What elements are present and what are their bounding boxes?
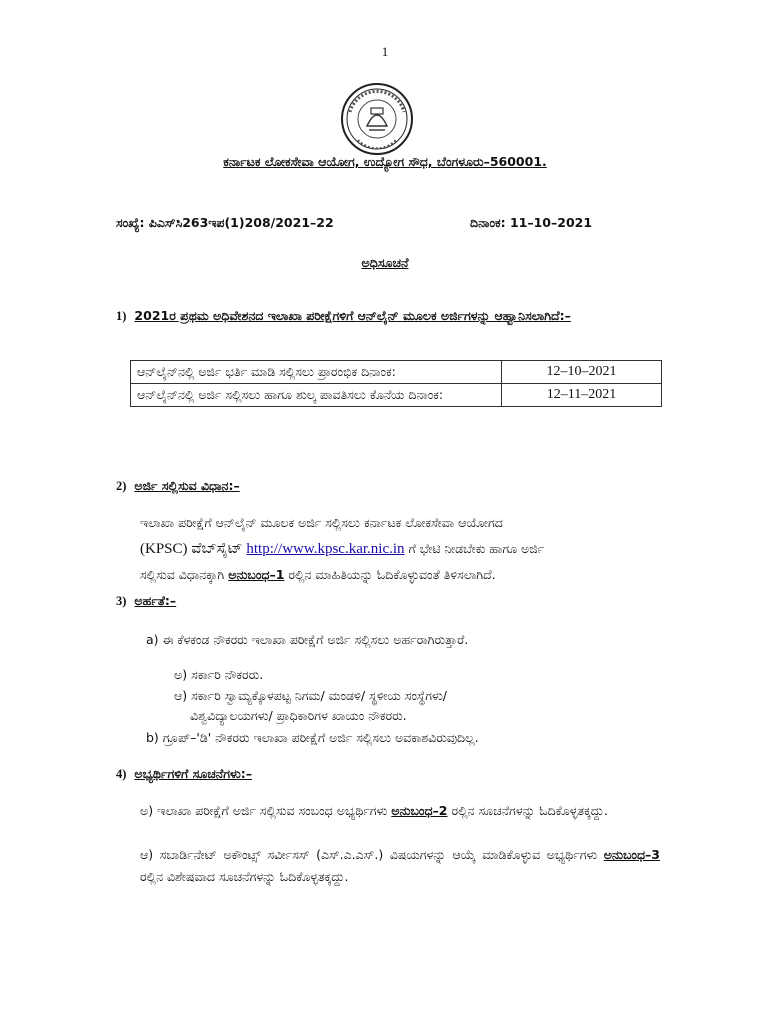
- eligibility-a2-cont: ವಿಶ್ವವಿದ್ಯಾಲಯಗಳು/ ಪ್ರಾಧಿಕಾರಿಗಳ ಖಾಯಂ ನೌಕರರು.: [190, 708, 407, 723]
- body-text: ರಲ್ಲಿನ ಮಾಹಿತಿಯನ್ನು ಓದಿಕೊಳ್ಳುವಂತೆ ತಿಳಿಸಲಾಗಿದೆ.: [288, 567, 496, 582]
- eligibility-a2: ಆ) ಸರ್ಕಾರಿ ಸ್ವಾಮ್ಯಕ್ಕೊಳಪಟ್ಟ ನಿಗಮ/ ಮಂಡಳಿ/ ಸ್ಥಳೀಯ ಸಂಸ್ಥೆಗಳು/: [174, 688, 448, 703]
- section-title: ಅರ್ಜಿ ಸಲ್ಲಿಸುವ ವಿಧಾನ:–: [134, 478, 240, 493]
- notification-date: ದಿನಾಂಕ: 11–10–2021: [470, 215, 593, 230]
- instruction-1: [140, 800, 660, 822]
- notification-heading: ಅಧಿಸೂಚನೆ: [361, 255, 409, 270]
- body-text: ಸಲ್ಲಿಸುವ ವಿಧಾನಕ್ಕಾಗಿ: [140, 567, 225, 582]
- dates-table: [130, 360, 662, 407]
- section-title: 2021ರ ಪ್ರಥಮ ಅಧಿವೇಶನದ ಇಲಾಖಾ ಪರೀಕ್ಷೆಗಳಿಗೆ ಆನ್‌ಲೈನ್ ಮೂಲಕ ಅರ್ಜಿಗಳನ್ನು ಆಹ್ವಾನಿಸಲಾಗಿದೆ:–: [134, 308, 571, 323]
- kpsc-website-link[interactable]: http://www.kpsc.kar.nic.in: [246, 541, 405, 557]
- table-row: [131, 384, 662, 407]
- body-text: ಅ) ಇಲಾಖಾ ಪರೀಕ್ಷೆಗೆ ಅರ್ಜಿ ಸಲ್ಲಿಸುವ ಸಂಬಂಧ ಅಭ್ಯರ್ಥಿಗಳು: [140, 803, 388, 818]
- annexure-reference: ಅನುಬಂಧ–3: [603, 847, 660, 862]
- date-value: 12–11–2021: [502, 384, 662, 407]
- table-row: [131, 361, 662, 384]
- body-text: ಗೆ ಭೇಟಿ ನೀಡಬೇಕು ಹಾಗೂ ಅರ್ಜಿ: [408, 541, 545, 556]
- office-address: ಕರ್ನಾಟಕ ಲೋಕಸೇವಾ ಆಯೋಗ, ಉದ್ಯೋಗ ಸೌಧ, ಬೆಂಗಳೂರು–560001.: [223, 154, 547, 169]
- section-3-heading: [116, 593, 176, 609]
- date-label: ಆನ್‌ಲೈನ್‌ನಲ್ಲಿ ಅರ್ಜಿ ಭರ್ತಿ ಮಾಡಿ ಸಲ್ಲಿಸಲು ಪ್ರಾರಂಭಿಕ ದಿನಾಂಕ:: [131, 361, 502, 384]
- section-title: ಅಭ್ಯರ್ಥಿಗಳಿಗೆ ಸೂಚನೆಗಳು:–: [134, 766, 253, 781]
- annexure-reference: ಅನುಬಂಧ–2: [391, 803, 448, 818]
- instruction-2: [140, 844, 660, 888]
- date-value: 12–10–2021: [502, 361, 662, 384]
- section-number: 2): [116, 479, 127, 493]
- section-1-heading: [116, 304, 661, 328]
- eligibility-a1: ಅ) ಸರ್ಕಾರಿ ನೌಕರರು.: [174, 667, 264, 682]
- body-text: ಆ) ಸಬಾರ್ಡಿನೇಟ್ ಅಕೌಂಟ್ಸ್ ಸರ್ವೀಸಸ್ (ಎಸ್.ಎ.ಎಸ್.) ವಿಷಯಗಳನ್ನು ಆಯ್ಕೆ ಮಾಡಿಕೊಳ್ಳುವ ಅಭ್ಯರ್ಥಿಗಳು: [140, 847, 598, 862]
- body-text: ರಲ್ಲಿನ ವಿಶೇಷವಾದ ಸೂಚನೆಗಳನ್ನು ಓದಿಕೊಳ್ಳತಕ್ಕದ್ದು.: [140, 869, 349, 884]
- section-2-body: [140, 510, 660, 588]
- section-4-heading: [116, 766, 252, 782]
- section-number: 3): [116, 594, 127, 608]
- body-text: ರಲ್ಲಿನ ಸೂಚನೆಗಳನ್ನು ಓದಿಕೊಳ್ಳತಕ್ಕದ್ದು.: [451, 803, 608, 818]
- eligibility-a: a) ಈ ಕೆಳಕಂಡ ನೌಕರರು ಇಲಾಖಾ ಪರೀಕ್ಷೆಗೆ ಅರ್ಜಿ ಸಲ್ಲಿಸಲು ಅರ್ಹರಾಗಿರುತ್ತಾರೆ.: [146, 632, 469, 647]
- body-line: [140, 536, 660, 562]
- body-text: (KPSC) ವೆಬ್‌ಸೈಟ್: [140, 541, 243, 557]
- page-number: 1: [381, 44, 389, 59]
- section-number: 4): [116, 767, 127, 781]
- body-line: ಇಲಾಖಾ ಪರೀಕ್ಷೆಗೆ ಆನ್‌ಲೈನ್ ಮೂಲಕ ಅರ್ಜಿ ಸಲ್ಲಿಸಲು ಕರ್ನಾಟಕ ಲೋಕಸೇವಾ ಆಯೋಗದ: [140, 515, 503, 530]
- annexure-reference: ಅನುಬಂಧ–1: [228, 567, 285, 582]
- body-line: [140, 562, 660, 588]
- section-title: ಅರ್ಹತೆ:–: [134, 593, 177, 608]
- date-label: ಆನ್‌ಲೈನ್‌ನಲ್ಲಿ ಅರ್ಜಿ ಸಲ್ಲಿಸಲು ಹಾಗೂ ಶುಲ್ಕ ಪಾವತಿಸಲು ಕೊನೆಯ ದಿನಾಂಕ:: [131, 384, 502, 407]
- section-2-heading: [116, 478, 240, 494]
- eligibility-b: b) ಗ್ರೂಪ್–'ಡಿ' ನೌಕರರು ಇಲಾಖಾ ಪರೀಕ್ಷೆಗೆ ಅರ್ಜಿ ಸಲ್ಲಿಸಲು ಅವಕಾಶವಿರುವುದಿಲ್ಲ.: [146, 730, 479, 745]
- section-number: 1): [116, 309, 127, 323]
- reference-number: ಸಂಖ್ಯೆ: ಪಿಎಸ್‌ಸಿ263ಇಪ(1)208/2021–22: [116, 215, 334, 230]
- kpsc-seal-icon: [340, 82, 414, 156]
